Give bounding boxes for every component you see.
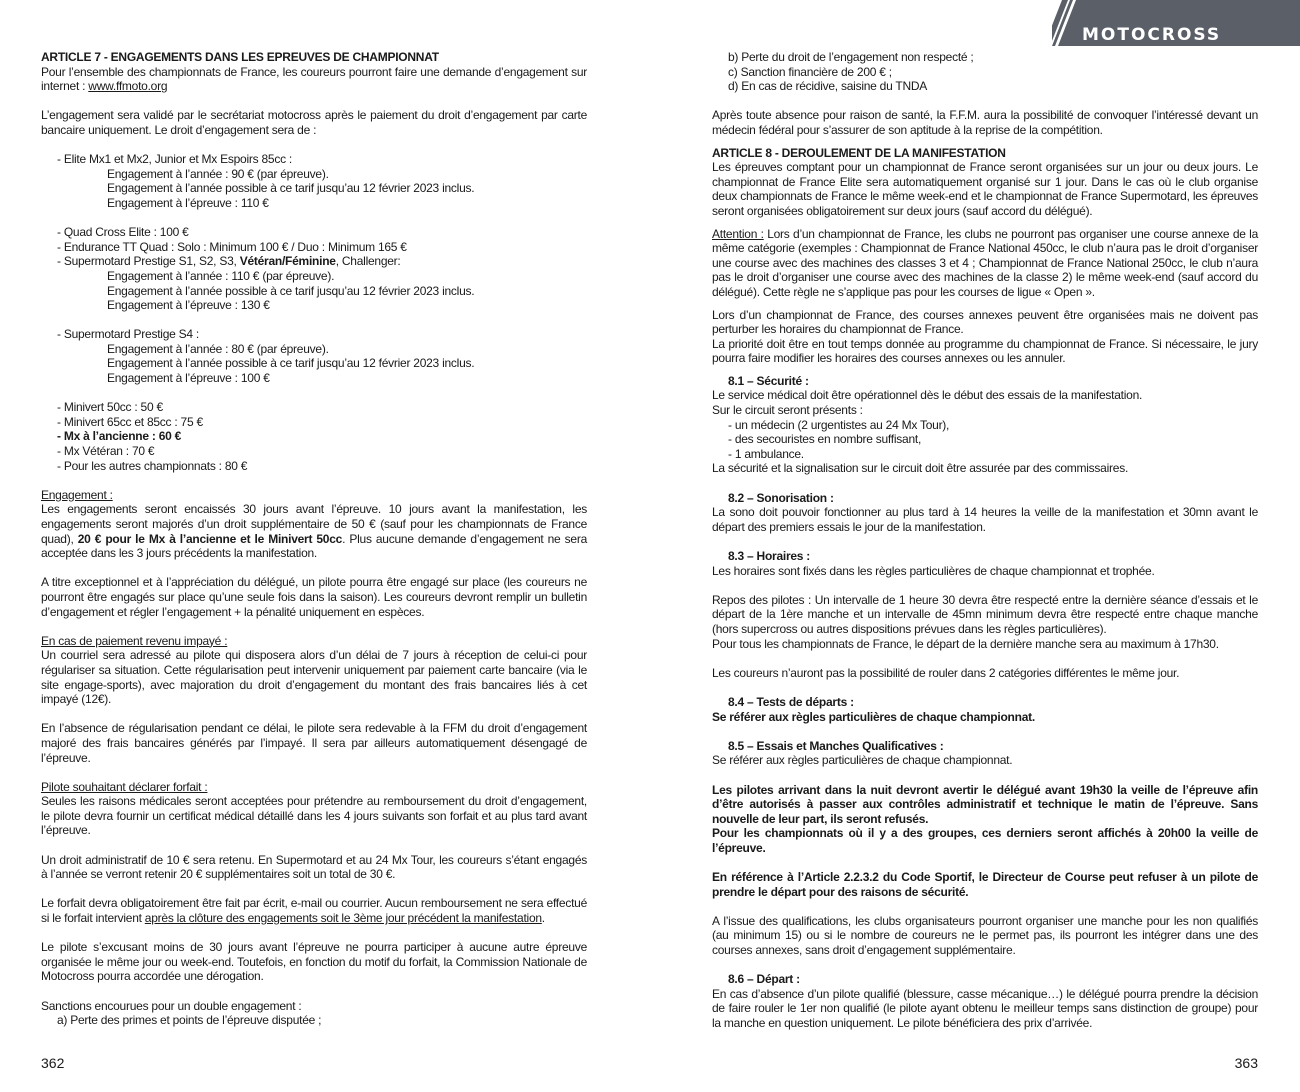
repos-pilotes-paragraph: Repos des pilotes : Un intervalle de 1 heure 30 devra être respecté entre la dernière séance d’essais et le départ de la 1ère manche et un intervalle de 45mn minimum devra être respecté entre chaque manche (hors supercross ou autres dispositions prévues dans les règles particulières). [712,592,1258,636]
depart-paragraph: En cas d’absence d’un pilote qualifié (blessure, casse mécanique…) le délégué pourra prendre la décision de faire rouler le 1er non qualifié (le pilote ayant obtenu le meilleur temps sans distinction de groupe) pour la manche en question uniquement. Le pilote bénéficiera des prix d’arrivée. [712,986,1258,1030]
engagement-text-a: Les engagements seront encaissés 30 jours avant l’épreuve. 10 jours avant la manifestation, les engagements seront majorés d’un droit supplémentaire de 50 € (sauf pour les championnats de France quad), [41,502,587,546]
left-column [41,50,587,1028]
droit-administratif-paragraph: Un droit administratif de 10 € sera retenu. En Supermotard et au 24 Mx Tour, les coureurs s’étant engagés à l’année se verront retenir 20 € supplémentaires soit un total de 30 €. [41,852,587,882]
code-sportif-paragraph: En référence à l’Article 2.2.3.2 du Code Sportif, le Directeur de Course peut refuser à un pilote de prendre le départ pour des raisons de sécurité. [712,870,1258,899]
tests-departs-paragraph: Se référer aux règles particulières de chaque championnat. [712,709,1035,724]
ffmoto-link[interactable]: www.ffmoto.org [88,79,168,94]
section-8-6-title: 8.6 – Départ : [728,972,800,987]
engagement-price-intro: L’engagement sera validé par le secrétariat motocross après le paiement du droit d’engagement par carte bancaire uniquement. Le droit d’engagement sera de : [41,108,587,137]
right-column [712,50,1258,1031]
impaye-paragraph: Un courriel sera adressé au pilote qui disposera alors d’un délai de 7 jours à réception de celui-ci pour régulariser sa situation. Cette régularisation peut intervenir uniquement par paiement carte bancaire (via le site engage-sports), avec majoration du droit d’engagement du montant des frais bancaires liés à cet impayé (12€). [41,648,587,707]
elite-line: Engagement à l’année possible à ce tarif jusqu’au 12 février 2023 inclus. [107,181,475,196]
impaye-heading: En cas de paiement revenu impayé : [41,633,228,648]
signalisation-paragraph: La sécurité et la signalisation sur le circuit doit être assurée par des commissaires. [712,461,1129,476]
engagement-sur-place-paragraph: A titre exceptionnel et à l’appréciation du délégué, un pilote pourra être engagé sur place (les coureurs ne pourront être engagés sur place qu’une seule fois dans la saison). Les coureurs devront remplir un bulletin d’engagement et régler l’engagement + la pénalité uniquement en espèces. [41,575,587,619]
sanction-item: d) En cas de récidive, saisine du TNDA [728,79,928,94]
sanction-item: b) Perte du droit de l’engagement non respecté ; [728,50,974,64]
supermotard-title-bold: Vétéran/Féminine [239,254,336,269]
article-8-paragraph: Les épreuves comptant pour un championnat de France seront organisées sur un jour ou deux jours. Le championnat de France Elite sera automatiquement organisé sur 1 jour. Dans le cas où le club organise deux championnats de France le même week-end et le championnat de France Supermotard, les épreuves seront organisées obligatoirement sur deux jours (sauf accord du délégué). [712,160,1258,218]
sanctions-intro: Sanctions encourues pour un double engagement : [41,998,302,1013]
s4-title: - Supermotard Prestige S4 : [57,327,199,342]
elite-title: - Elite Mx1 et Mx2, Junior et Mx Espoirs 85cc : [57,152,292,167]
forfait-text-underlined: après la clôture des engagements soit le 3ème jour précédent la manifestation [144,911,542,926]
priorite-paragraph: La priorité doit être en tout temps donnée au programme du championnat de France. Si nécessaire, le jury pourra faire modifier les horaires des courses annexes ou les annuler. [712,336,1258,366]
elite-line: Engagement à l’épreuve : 110 € [107,195,269,210]
article-8-title: ARTICLE 8 - DEROULEMENT DE LA MANIFESTATION [712,145,1006,160]
securite-paragraph: Le service médical doit être opérationnel dès le début des essais de la manifestation. [712,388,1143,403]
article-7-title: ARTICLE 7 - ENGAGEMENTS DANS LES EPREUVES DE CHAMPIONNAT [41,50,439,64]
derniere-manche-paragraph: Pour tous les championnats de France, le départ de la dernière manche sera au maximum à 17h30. [712,636,1219,651]
securite-item: - un médecin (2 urgentistes au 24 Mx Tour), [728,417,950,432]
intro-text: Pour l’ensemble des championnats de France, les coureurs pourront faire une demande d’engagement sur internet : [41,64,587,94]
supermotard-line: Engagement à l’année possible à ce tarif jusqu’au 12 février 2023 inclus. [107,283,475,298]
courses-annexes-paragraph: Lors d’un championnat de France, des courses annexes peuvent être organisées mais ne doivent pas perturber les horaires du championnat de France. [712,307,1258,337]
attention-label: Attention : [712,226,764,241]
forfait-heading: Pilote souhaitant déclarer forfait : [41,779,208,794]
engagement-text-c: . Plus aucune demande d’engagement ne sera acceptée dans les 3 jours précédents la manifestation. [41,531,587,561]
section-8-1-title: 8.1 – Sécurité : [728,373,809,388]
forfait-ecrit-paragraph [41,896,587,925]
quad-line: - Quad Cross Elite : 100 € [57,225,189,240]
mx-veteran-line: - Mx Vétéran : 70 € [57,444,155,459]
section-8-4-title: 8.4 – Tests de départs : [728,694,854,709]
page-number-left: 362 [41,1055,65,1071]
qualifications-paragraph: A l’issue des qualifications, les clubs organisateurs pourront organiser une manche pour les non qualifiés (au minimum 15) ou si le nombre de coureurs ne le permet pas, ils pourront les intégrer dans une des courses annexes, sans droit d’engagement supplémentaire. [712,913,1258,958]
s4-line: Engagement à l’épreuve : 100 € [107,371,270,386]
pilote-excusant-paragraph: Le pilote s’excusant moins de 30 jours avant l’épreuve ne pourra participer à aucune autre épreuve organisée le même jour ou week-end. Toutefois, en fonction du motif du forfait, la Commission Nationale de Motocross pourra accordée une dérogation. [41,940,587,984]
section-8-2-title: 8.2 – Sonorisation : [728,490,834,505]
motocross-section-banner [1052,0,1300,46]
page-number-right: 363 [1234,1055,1258,1071]
supermotard-title [41,254,587,269]
elite-line: Engagement à l’année : 90 € (par épreuve). [107,166,329,181]
minivert-65-line: - Minivert 65cc et 85cc : 75 € [57,414,203,429]
forfait-paragraph: Seules les raisons médicales seront acceptées pour prétendre au remboursement du droit d’engagement, le pilote devra fournir un certificat médical détaillé dans les 4 jours suivants son forfait et au plus tard avant l’épreuve. [41,794,587,838]
supermotard-line: Engagement à l’épreuve : 130 € [107,298,270,313]
attention-paragraph [712,227,1258,300]
section-8-3-title: 8.3 – Horaires : [728,549,811,563]
engagement-text-bold: 20 € pour le Mx à l’ancienne et le Minivert 50cc [77,531,343,546]
essais-paragraph: Se référer aux règles particulières de chaque championnat. [712,753,1013,768]
sonorisation-paragraph: La sono doit pouvoir fonctionner au plus tard à 14 heures la veille de la manifestation et 30mn avant le départ des premiers essais le jour de la manifestation. [712,505,1258,534]
endurance-line: - Endurance TT Quad : Solo : Minimum 100 € / Duo : Minimum 165 € [57,239,407,254]
section-8-5-title: 8.5 – Essais et Manches Qualificatives : [728,738,944,753]
forfait-text-a: Le forfait devra obligatoirement être fait par écrit, e-mail ou courrier. Aucun remboursement ne sera effectué si le forfait intervient [41,896,587,926]
sanction-item: c) Sanction financière de 200 € ; [728,64,892,79]
pilotes-nuit-paragraph: Les pilotes arrivant dans la nuit devront avertir le délégué avant 19h30 la veille de l’épreuve afin d’être autorisés à passer aux contrôles administratif et technique le matin de l’épreuve. Sans nouvelle de leur part, ils seront refusés. [712,782,1258,826]
attention-text: Lors d’un championnat de France, les clubs ne pourront pas organiser une course annexe de la même catégorie (exemples : Championnat de France National 450cc, le club n’aura pas le droit d’organiser une course avec des machines des classes 3 et 4 ; Championnat de France National 250cc, le club n’aura pas le droit d’organiser une course avec des machines de la classe 2) le même week-end (sauf accord du délégué). Cette règle ne s’applique pas pour les courses de ligue « Open ». [712,226,1258,299]
securite-item: - 1 ambulance. [728,446,804,461]
securite-presents: Sur le circuit seront présents : [712,403,863,418]
autres-line: - Pour les autres championnats : 80 € [57,458,248,473]
right-page [650,0,1300,1092]
securite-item: - des secouristes en nombre suffisant, [728,432,922,447]
minivert-50-line: - Minivert 50cc : 50 € [57,400,163,415]
engagement-paragraph [41,502,587,560]
supermotard-title-c: , Challenger: [335,254,401,269]
motocross-label: MOTOCROSS [1082,25,1222,45]
engagement-heading: Engagement : [41,487,113,502]
horaires-paragraph: Les horaires sont fixés dans les règles particulières de chaque championnat et trophée. [712,563,1155,578]
supermotard-title-a: - Supermotard Prestige S1, S2, S3, [57,254,240,269]
categories-paragraph: Les coureurs n’auront pas la possibilité de rouler dans 2 catégories différentes le même jour. [712,665,1180,680]
groupes-paragraph: Pour les championnats où il y a des groupes, ces derniers seront affichés à 20h00 la veille de l’épreuve. [712,826,1258,855]
forfait-text-c: . [541,911,545,926]
regularisation-paragraph: En l’absence de régularisation pendant ce délai, le pilote sera redevable à la FFM du droit d’engagement majoré des frais bancaires générés par l’impayé. Il sera par ailleurs automatiquement désengagé de l’épreuve. [41,721,587,765]
sante-paragraph: Après toute absence pour raison de santé, la F.F.M. aura la possibilité de convoquer l’intéressé devant un médecin fédéral pour s’assurer de son aptitude à la reprise de la compétition. [712,108,1258,137]
supermotard-line: Engagement à l’année : 110 € (par épreuve). [107,268,335,283]
s4-line: Engagement à l’année possible à ce tarif jusqu’au 12 février 2023 inclus. [107,356,475,371]
sanction-item: a) Perte des primes et points de l’épreuve disputée ; [57,1013,322,1028]
article-7-intro [41,65,587,94]
s4-line: Engagement à l’année : 80 € (par épreuve). [107,341,329,356]
mx-ancienne-line: - Mx à l’ancienne : 60 € [57,429,182,444]
